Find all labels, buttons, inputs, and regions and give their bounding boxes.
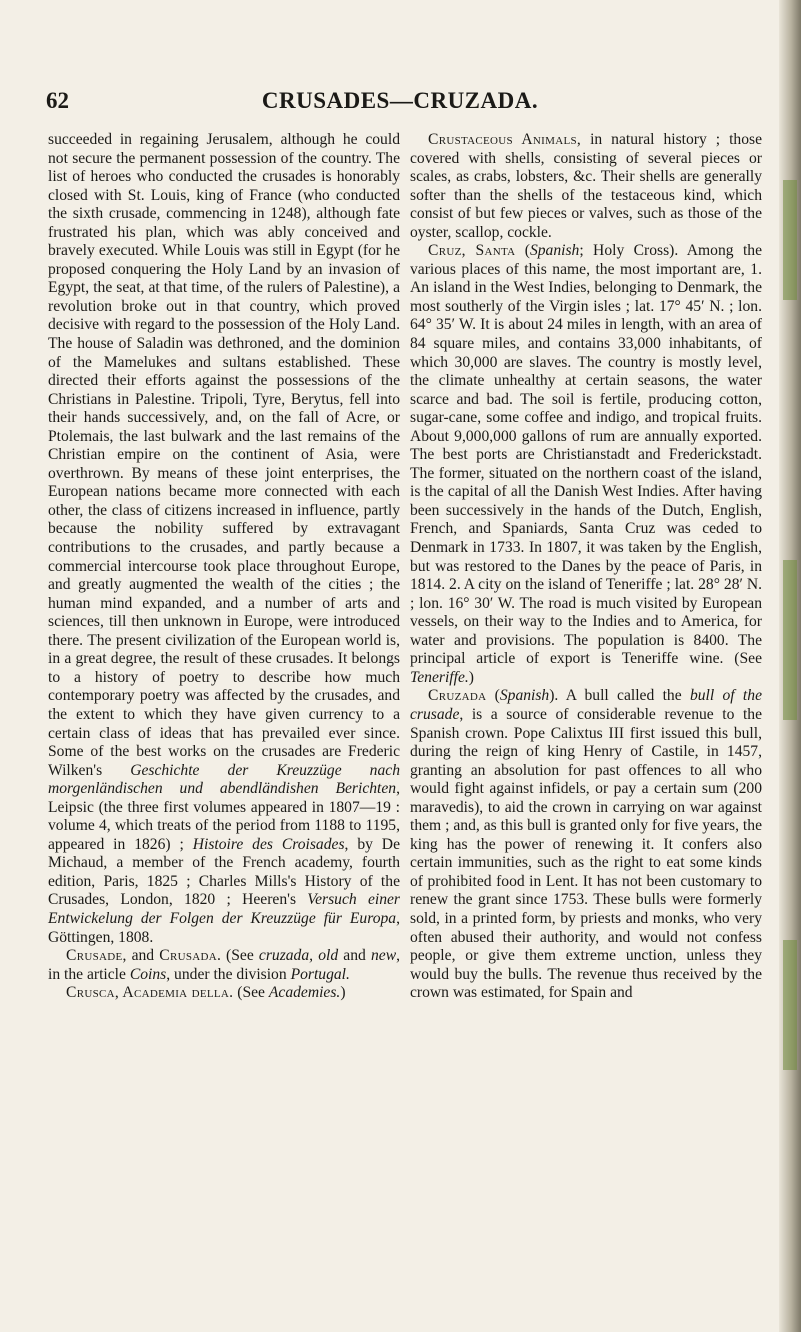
edge-stain [783,940,797,1070]
entry-crusca: Crusca, Academia della. (See Academies.) [66,984,346,1002]
page-number: 62 [46,88,69,113]
entry-headword: Cruzada [428,687,487,705]
entry-cruzada: Cruzada (Spanish). A bull called the bull of the crusade, is a source of considerable revenue to the Spanish crown. Pope Calixtus III first issued this bull, during the reign of king Henry of Castile, in 1457, granting an absolution for past offences to all who would fight against infidels, or pay a certain sum (200 maravedis), to aid the crown in carrying on war against them ; and, as this bull is granted only for five years, the king has the power of renewing it. It confers also certain immunities, such as the right to eat some kinds of prohibited food in Lent. It has not been customary to renew the grant since 1753. These bulls were formerly sold, in a printed form, by priests and monks, who very often abused their authority, and would not confess people, or give them extreme unction, unless they would buy the bulls. The revenue thus received by the crown was estimated, for Spain and [410,687,762,1002]
entry-headword: Crustaceous Animals, [428,131,582,148]
term: bull of the crusade [410,687,762,723]
entry-headword: Crusada [159,947,217,965]
cross-reference: Coins [129,965,167,983]
left-column [48,131,400,1003]
running-head: CRUSADES—CRUZADA. [261,88,539,113]
page-edge [779,0,801,1332]
entry-headword: Cruz, Santa [428,242,516,260]
entry-cruz-santa: Cruz, Santa (Spanish; Holy Cross). Among the various places of this name, the most important are, 1. An island in the West Indies, belonging to Denmark, the most southerly of the Virgin isles ; lat. 17° 45′ N. ; lon. 64° 35′ W. It is about 24 miles in length, with an area of 84 square miles, and contains 33,000 inhabitants, of which 30,000 are slaves. The country is mostly level, the climate unhealthy at certain seasons, the water scarce and bad. The soil is fertile, producing cotton, sugar-cane, some coffee and indigo, and tropical fruits. About 9,000,000 gallons of rum are annually exported. The best ports are Christianstadt and Frederickstadt. The former, situated on the northern coast of the island, is the capital of all the Danish West Indies. After having been successively in the hands of the Dutch, English, French, and Spaniards, Santa Cruz was ceded to Denmark in 1733. In 1807, it was taken by the English, but was restored to the Danes by the peace of Paris, in 1814. 2. A city on the island of Teneriffe ; lat. 28° 28′ N. ; lon. 16° 30′ W. The road is much visited by European vessels, on their way to the Indies and to America, for water and provisions. The population is 8400. The principal article of export is Teneriffe wine. (See Teneriffe.) [410,242,763,686]
book-title: Versuch einer Entwickelung der Folgen der Kreuzzüge für Europa [48,891,400,927]
continued-paragraph: succeeded in regaining Jerusalem, although he could not secure the permanent possession of the country. The list of heroes who conducted the crusades is honorably closed with St. Louis, king of France (who conducted the sixth crusade, commencing in 1248), although fate frustrated his plan, which was ably conceived and bravely executed. While Louis was still in Egypt (for he proposed conquering the Holy Land by an invasion of Egypt, the seat, at that time, of the rulers of Palestine), a revolution broke out in that country, which proved decisive with regard to the possession of the Holy Land. The house of Saladin was dethroned, and the dominion of the Mamelukes and sultans established. These directed their efforts against the possessions of the Christians in Palestine. Tripoli, Tyre, Berytus, fell into their hands successively, and, on the fall of Acre, or Ptolemais, the last bulwark and the last remains of the Christian empire on the continent of Asia, were overthrown. By means of these joint enterprises, the European nations became more connected with each other, the class of citizens increased in influence, partly because the nobility suffered by extravagant contributions to the crusades, and partly because a commercial intercourse took place throughout Europe, and greatly augmented the wealth of the cities ; the human mind expanded, and a number of arts and sciences, till then unknown in Europe, were introduced there. The present civilization of the European world is, in a great degree, the result of these crusades. It belongs to a history of poetry to describe how much contemporary poetry was affected by the crusades, and the extent to which they have given currency to a certain class of ideas that has prevailed ever since. Some of the best works on the crusades are Frederic Wilken's Geschichte der Kreuzzüge nach morgenländischen und abendländishen Berichten, Leipsic (the three first volumes appeared in 1807—19 : volume 4, which treats of the period from 1188 to 1195, appeared in 1826) ; Histoire des Croisades, by De Michaud, a member of the French academy, fourth edition, Paris, 1825 ; Charles Mills's History of the Crusades, London, 1820 ; Heeren's Versuch einer Entwickelung der Folgen der Kreuzzüge für Europa, Göttingen, 1808. [48,131,400,946]
entry-crustaceous-animals: Crustaceous Animals, in natural history ; those covered with shells, consisting of several pieces or scales, as crabs, lobsters, &c. Their shells are generally softer than the shells of the testaceous kind, which consist of but few pieces or valves, such as those of the oyster, scallop, cockle. [410,131,762,241]
entry-crusade: Crusade, and Crusada. (See cruzada, old and new, in the article Coins, under the division Portugal. [48,947,401,983]
cross-reference: Teneriffe. [410,668,469,686]
right-column [410,131,762,1003]
edge-stain [783,560,797,720]
cross-reference: new [370,947,397,965]
book-title: Geschichte der Kreuzzüge nach morgenländischen und abendländishen Berichten [48,761,400,798]
entry-headword: Crusca, Academia della. [66,984,234,1002]
book-title: Histoire des Croisades [192,835,345,853]
cross-reference: Academies. [268,984,341,1002]
edge-stain [783,180,797,300]
entry-headword: Crusade [66,947,123,965]
cross-reference: cruzada, old [258,947,339,965]
cross-reference: Portugal. [290,965,350,983]
language-label: Spanish [529,242,580,260]
language-label: Spanish [499,687,550,705]
